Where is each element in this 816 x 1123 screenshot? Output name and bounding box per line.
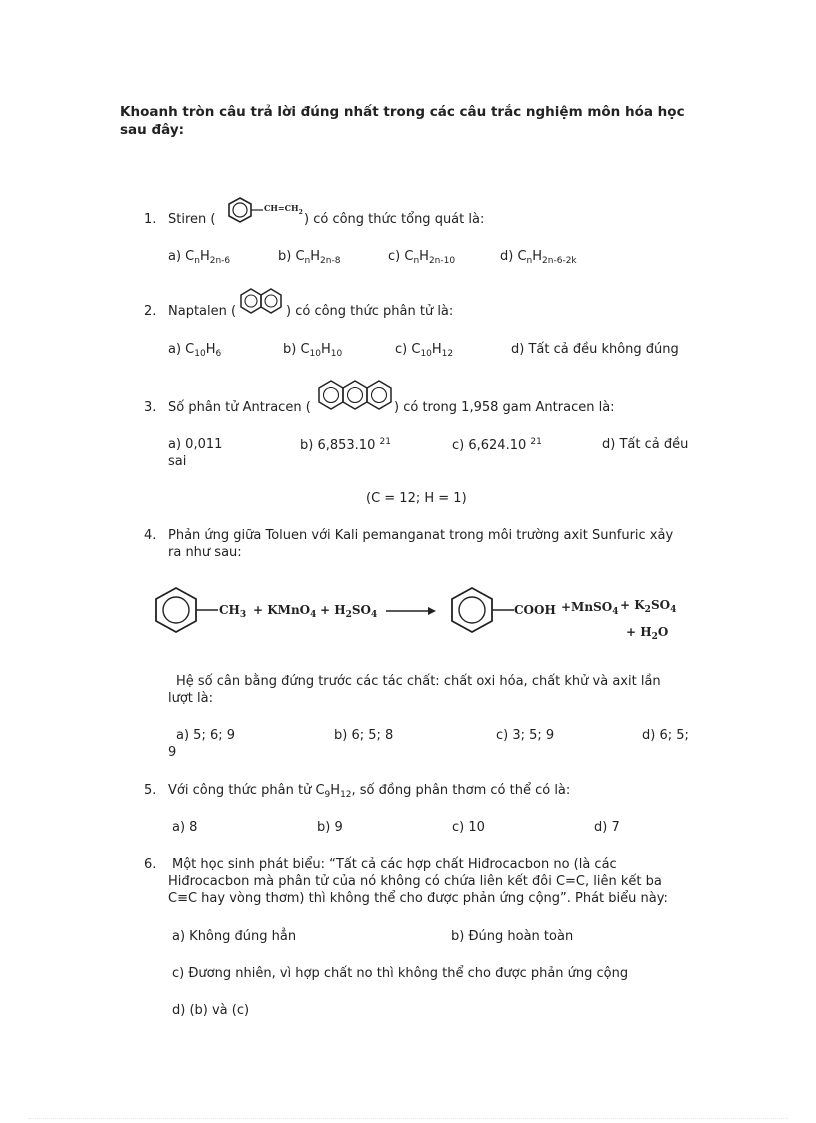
product-k2so4: + $K_2SO_4$ — [620, 598, 677, 615]
question-text-post: ) có công thức phân tử là: — [286, 304, 454, 319]
option-d-continued: sai — [168, 454, 187, 469]
product-cooh: COOH — [514, 603, 556, 617]
option-c[interactable]: c) $C_{10}H_{12}$ — [395, 342, 454, 359]
option-b[interactable]: b) 6,853.10 $^{21}$ — [300, 437, 391, 453]
atomic-mass-note: (C = 12; H = 1) — [366, 491, 467, 506]
benzoic-acid-ring-icon — [448, 586, 518, 634]
option-c[interactable]: c) 6,624.10 $^{21}$ — [452, 437, 542, 453]
toluene-ring-icon — [152, 586, 222, 634]
option-c[interactable]: c) Đương nhiên, vì hợp chất no thì không thể cho được phản ứng cộng — [172, 966, 629, 981]
option-d[interactable]: d) Tất cả đều — [602, 437, 689, 452]
option-d[interactable]: d) (b) và (c) — [172, 1003, 250, 1018]
question-text-pre: Stiren ( — [168, 212, 216, 227]
product-h2o: + $H_2O$ — [626, 625, 669, 642]
question-number: 1. — [144, 212, 157, 227]
reactant-ch3: $CH_3$ — [219, 603, 247, 620]
question-number: 3. — [144, 400, 157, 415]
question-text-line-1: Một học sinh phát biểu: “Tất cả các hợp chất Hiđrocacbon no (là các — [172, 857, 617, 872]
question-text-pre: Số phân tử Antracen ( — [168, 400, 311, 415]
question-text-pre: Naptalen ( — [168, 304, 237, 319]
option-b[interactable]: b) $C_{10}H_{10}$ — [283, 342, 343, 359]
question-text-post: ) có trong 1,958 gam Antracen là: — [394, 400, 615, 415]
option-c[interactable]: c) $C_nH_{2n-10}$ — [388, 249, 456, 266]
option-b[interactable]: b) $C_nH_{2n-8}$ — [278, 249, 341, 266]
question-text-post: ) có công thức tổng quát là: — [304, 212, 485, 227]
option-d[interactable]: d) Tất cả đều không đúng — [511, 342, 679, 357]
option-d[interactable]: d) $C_nH_{2n-6-2k}$ — [500, 249, 577, 266]
option-a[interactable]: a) Không đúng hẳn — [172, 929, 297, 944]
option-c[interactable]: c) 3; 5; 9 — [496, 728, 555, 743]
page-title: Khoanh tròn câu trả lời đúng nhất trong các câu trắc nghiệm môn hóa học sau đây: — [120, 104, 685, 138]
option-b[interactable]: b) 9 — [317, 820, 343, 835]
option-b[interactable]: b) Đúng hoàn toàn — [451, 929, 574, 944]
naphthalene-structure-icon — [238, 286, 288, 318]
question-number: 2. — [144, 304, 157, 319]
page-footer-divider — [28, 1118, 788, 1119]
sub-question-line-1: Hệ số cân bằng đứng trước các tác chất: chất oxi hóa, chất khử và axit lần — [176, 674, 661, 689]
product-mnso4: +MnSO$_4$ — [561, 600, 619, 617]
question-number: 6. — [144, 857, 157, 872]
option-a[interactable]: a) 8 — [172, 820, 198, 835]
option-a[interactable]: a) $C_nH_{2n-6}$ — [168, 249, 231, 266]
option-a[interactable]: a) $C_{10}H_6$ — [168, 342, 222, 359]
sub-question-line-2: lượt là: — [168, 691, 213, 706]
question-number: 5. — [144, 783, 157, 798]
option-a[interactable]: a) 5; 6; 9 — [176, 728, 236, 743]
option-a[interactable]: a) 0,011 — [168, 437, 223, 452]
question-text: Với công thức phân tử $C_9H_{12}$, số đồng phân thơm có thể có là: — [168, 783, 571, 800]
reactant-kmno4: + KMnO$_4$ — [253, 603, 317, 620]
anthracene-structure-icon — [315, 376, 395, 416]
question-text-line-2: ra như sau: — [168, 545, 242, 560]
question-text-line-1: Phản ứng giữa Toluen với Kali pemanganat trong môi trường axit Sunfuric xảy — [168, 528, 674, 543]
option-d-continued: 9 — [168, 745, 177, 760]
option-b[interactable]: b) 6; 5; 8 — [334, 728, 394, 743]
reactant-h2so4: + $H_2SO_4$ — [320, 603, 378, 620]
question-text-line-3: C≡C hay vòng thơm) thì không thể cho được phản ứng cộng”. Phát biểu này: — [168, 891, 668, 906]
styrene-label: $CH=CH_2$ — [264, 203, 303, 216]
option-c[interactable]: c) 10 — [452, 820, 485, 835]
question-number: 4. — [144, 528, 157, 543]
option-d[interactable]: d) 7 — [594, 820, 620, 835]
option-d[interactable]: d) 6; 5; — [642, 728, 689, 743]
reaction-arrow-icon — [386, 606, 436, 616]
question-text-line-2: Hiđrocacbon mà phân tử của nó không có chứa liên kết đôi C=C, liên kết ba — [168, 874, 662, 889]
